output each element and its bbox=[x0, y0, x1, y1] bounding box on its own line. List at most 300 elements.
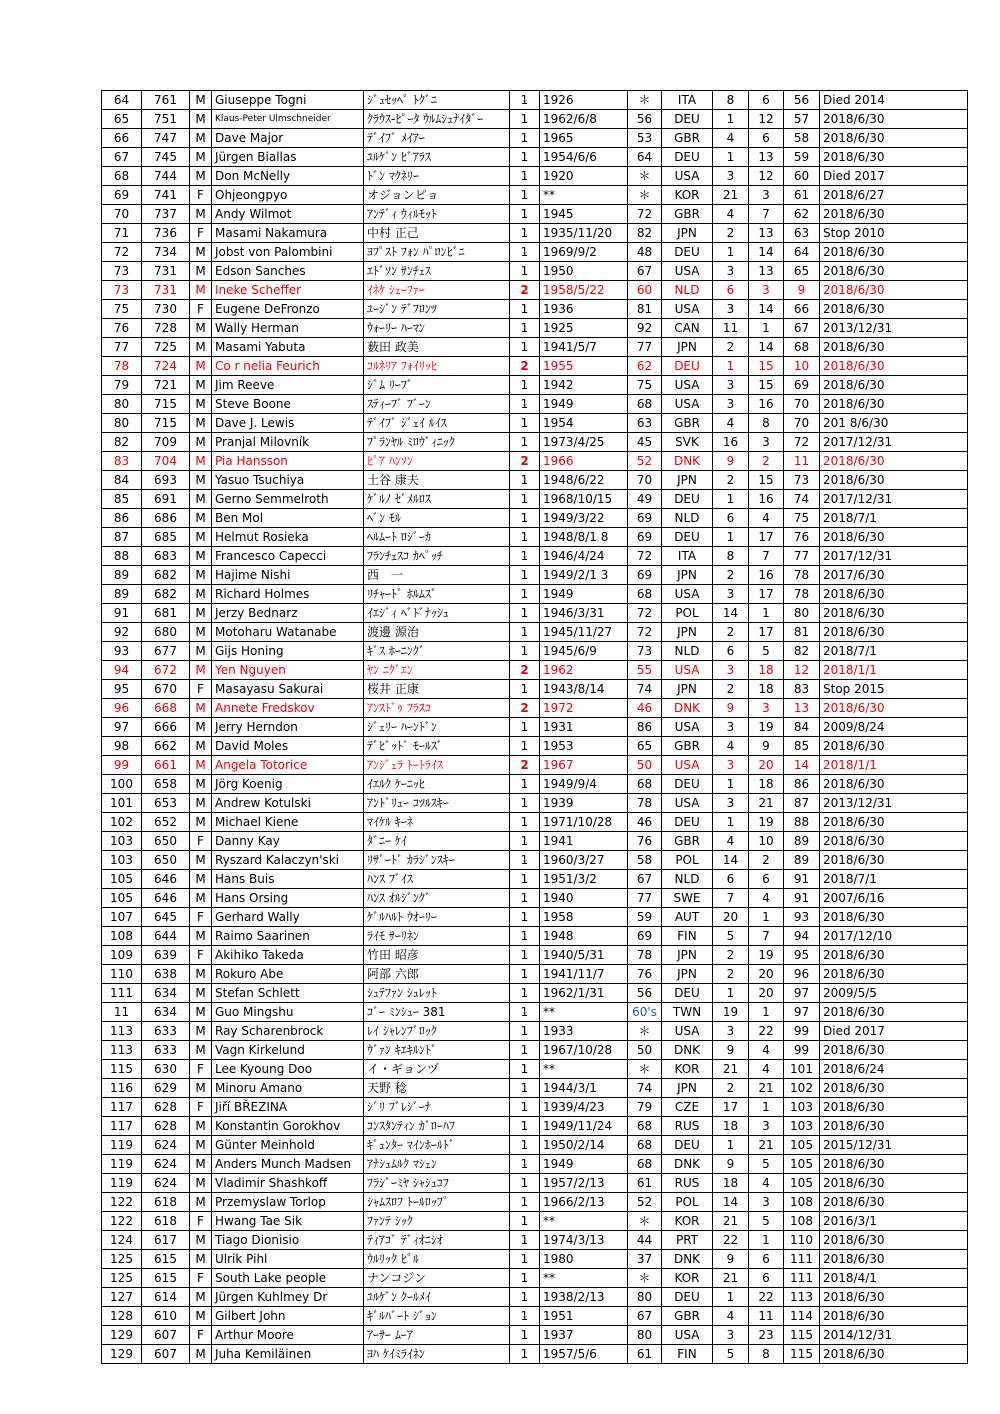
rank-cell: 105 bbox=[102, 889, 142, 908]
name-cell: Ray Scharenbrock bbox=[212, 1022, 364, 1041]
table-row bbox=[102, 1155, 968, 1174]
count-cell: 1 bbox=[510, 509, 540, 528]
country-cell: JPN bbox=[662, 965, 713, 984]
count-cell: 1 bbox=[510, 167, 540, 186]
score-cell: 628 bbox=[142, 1117, 190, 1136]
count-cell: 1 bbox=[510, 243, 540, 262]
katakana-name-cell: ﾌﾗｼﾞｰﾐﾔ ｼｬｼｭｺﾌ bbox=[364, 1174, 510, 1193]
birth-date-cell: 1945/11/27 bbox=[540, 623, 628, 642]
country-number-cell: 20 bbox=[749, 756, 784, 775]
country-code-cell: 4 bbox=[713, 832, 749, 851]
country-cell: GBR bbox=[662, 414, 713, 433]
count-cell: 1 bbox=[510, 471, 540, 490]
score-cell: 672 bbox=[142, 661, 190, 680]
katakana-name-cell: 土谷 康夫 bbox=[364, 471, 510, 490]
birth-date-cell: 1966 bbox=[540, 452, 628, 471]
country-code-cell: 14 bbox=[713, 604, 749, 623]
sex-cell: M bbox=[190, 604, 212, 623]
table-row bbox=[102, 1041, 968, 1060]
sex-cell: M bbox=[190, 148, 212, 167]
ranking-cell: 93 bbox=[784, 908, 820, 927]
table-row bbox=[102, 661, 968, 680]
sex-cell: F bbox=[190, 1060, 212, 1079]
rank-cell: 111 bbox=[102, 984, 142, 1003]
count-cell: 1 bbox=[510, 965, 540, 984]
name-cell: Anders Munch Madsen bbox=[212, 1155, 364, 1174]
rank-cell: 68 bbox=[102, 167, 142, 186]
country-number-cell: 14 bbox=[749, 300, 784, 319]
name-cell: Stefan Schlett bbox=[212, 984, 364, 1003]
ranking-cell: 77 bbox=[784, 547, 820, 566]
ranking-cell: 73 bbox=[784, 471, 820, 490]
country-cell: JPN bbox=[662, 1079, 713, 1098]
country-cell: DNK bbox=[662, 1155, 713, 1174]
katakana-name-cell: ﾘﾁｬｰﾄﾞ ﾎﾙﾑｽﾞ bbox=[364, 585, 510, 604]
ranking-cell: 65 bbox=[784, 262, 820, 281]
country-number-cell: 12 bbox=[749, 167, 784, 186]
count-cell: 2 bbox=[510, 281, 540, 300]
birth-date-cell: 1958 bbox=[540, 908, 628, 927]
katakana-name-cell: ﾃﾞﾋﾞｯﾄﾞ ﾓｰﾙｽﾞ bbox=[364, 737, 510, 756]
country-cell: JPN bbox=[662, 680, 713, 699]
country-cell: DEU bbox=[662, 357, 713, 376]
table-row bbox=[102, 243, 968, 262]
katakana-name-cell: ﾘｻﾞｰﾄﾞ ｶﾗｼﾞﾝｽｷｰ bbox=[364, 851, 510, 870]
table-row bbox=[102, 281, 968, 300]
table-row bbox=[102, 604, 968, 623]
sex-cell: M bbox=[190, 1079, 212, 1098]
age-cell: 52 bbox=[628, 452, 662, 471]
sex-cell: M bbox=[190, 642, 212, 661]
country-code-cell: 3 bbox=[713, 756, 749, 775]
rank-cell: 122 bbox=[102, 1212, 142, 1231]
country-code-cell: 2 bbox=[713, 566, 749, 585]
age-cell: ＊ bbox=[628, 1022, 662, 1041]
score-cell: 646 bbox=[142, 870, 190, 889]
status-cell: 2017/12/31 bbox=[820, 490, 968, 509]
table-row bbox=[102, 623, 968, 642]
status-cell: 2018/6/30 bbox=[820, 205, 968, 224]
country-code-cell: 3 bbox=[713, 661, 749, 680]
country-code-cell: 6 bbox=[713, 509, 749, 528]
rank-cell: 96 bbox=[102, 699, 142, 718]
status-cell: 2018/6/30 bbox=[820, 1345, 968, 1364]
country-code-cell: 1 bbox=[713, 528, 749, 547]
katakana-name-cell: ﾔﾝ ﾆｸﾞｴﾝ bbox=[364, 661, 510, 680]
status-cell: 2018/6/30 bbox=[820, 243, 968, 262]
status-cell: 2018/6/30 bbox=[820, 129, 968, 148]
table-row bbox=[102, 490, 968, 509]
name-cell: Helmut Rosieka bbox=[212, 528, 364, 547]
rank-cell: 129 bbox=[102, 1326, 142, 1345]
status-cell: 2018/6/24 bbox=[820, 1060, 968, 1079]
ranking-cell: 78 bbox=[784, 585, 820, 604]
ranking-cell: 108 bbox=[784, 1212, 820, 1231]
rank-cell: 65 bbox=[102, 110, 142, 129]
sex-cell: M bbox=[190, 395, 212, 414]
katakana-name-cell: ｼﾞｪﾘｰ ﾊｰﾝﾄﾞﾝ bbox=[364, 718, 510, 737]
age-cell: 68 bbox=[628, 1155, 662, 1174]
sex-cell: M bbox=[190, 1117, 212, 1136]
birth-date-cell: 1949 bbox=[540, 585, 628, 604]
country-number-cell: 11 bbox=[749, 1307, 784, 1326]
table-row bbox=[102, 756, 968, 775]
birth-date-cell: 1950/2/14 bbox=[540, 1136, 628, 1155]
age-cell: 78 bbox=[628, 946, 662, 965]
katakana-name-cell: ﾕﾙｹﾞﾝ ｸｰﾙﾒｲ bbox=[364, 1288, 510, 1307]
country-code-cell: 19 bbox=[713, 1003, 749, 1022]
birth-date-cell: 1957/5/6 bbox=[540, 1345, 628, 1364]
country-number-cell: 16 bbox=[749, 566, 784, 585]
name-cell: Hajime Nishi bbox=[212, 566, 364, 585]
ranking-cell: 105 bbox=[784, 1155, 820, 1174]
count-cell: 1 bbox=[510, 148, 540, 167]
status-cell: 2007/6/16 bbox=[820, 889, 968, 908]
country-code-cell: 9 bbox=[713, 1041, 749, 1060]
ranking-cell: 61 bbox=[784, 186, 820, 205]
score-cell: 638 bbox=[142, 965, 190, 984]
katakana-name-cell: ﾕﾙｹﾞﾝ ﾋﾞｱﾗｽ bbox=[364, 148, 510, 167]
sex-cell: M bbox=[190, 737, 212, 756]
sex-cell: F bbox=[190, 680, 212, 699]
count-cell: 1 bbox=[510, 1193, 540, 1212]
status-cell: 2018/6/30 bbox=[820, 775, 968, 794]
age-cell: ＊ bbox=[628, 186, 662, 205]
katakana-name-cell: ﾃﾞｲﾌﾞ ﾒｲｱｰ bbox=[364, 129, 510, 148]
country-code-cell: 1 bbox=[713, 243, 749, 262]
table-row bbox=[102, 376, 968, 395]
age-cell: 68 bbox=[628, 585, 662, 604]
table-row bbox=[102, 775, 968, 794]
score-cell: 633 bbox=[142, 1022, 190, 1041]
country-cell: SVK bbox=[662, 433, 713, 452]
katakana-name-cell: ﾋﾟｱ ﾊﾝｿﾝ bbox=[364, 452, 510, 471]
birth-date-cell: 1942 bbox=[540, 376, 628, 395]
status-cell: 2018/6/30 bbox=[820, 1155, 968, 1174]
birth-date-cell: 1920 bbox=[540, 167, 628, 186]
birth-date-cell: ** bbox=[540, 1269, 628, 1288]
score-cell: 646 bbox=[142, 889, 190, 908]
katakana-name-cell: ﾍﾞﾝ ﾓﾙ bbox=[364, 509, 510, 528]
name-cell: Hans Orsing bbox=[212, 889, 364, 908]
count-cell: 1 bbox=[510, 528, 540, 547]
sex-cell: M bbox=[190, 1193, 212, 1212]
ranking-cell: 64 bbox=[784, 243, 820, 262]
status-cell: 2018/4/1 bbox=[820, 1269, 968, 1288]
katakana-name-cell: ﾖﾊ ｹｲﾐﾗｲﾈﾝ bbox=[364, 1345, 510, 1364]
rank-cell: 122 bbox=[102, 1193, 142, 1212]
count-cell: 2 bbox=[510, 357, 540, 376]
score-cell: 666 bbox=[142, 718, 190, 737]
katakana-name-cell: ｹﾞﾙﾊﾙﾄ ｳｵｰﾘｰ bbox=[364, 908, 510, 927]
country-cell: KOR bbox=[662, 1060, 713, 1079]
sex-cell: M bbox=[190, 756, 212, 775]
count-cell: 1 bbox=[510, 604, 540, 623]
ranking-cell: 86 bbox=[784, 775, 820, 794]
status-cell: 2018/6/30 bbox=[820, 1231, 968, 1250]
count-cell: 1 bbox=[510, 585, 540, 604]
table-row bbox=[102, 509, 968, 528]
country-code-cell: 6 bbox=[713, 870, 749, 889]
table-row bbox=[102, 1060, 968, 1079]
birth-date-cell: 1962/6/8 bbox=[540, 110, 628, 129]
country-cell: GBR bbox=[662, 1307, 713, 1326]
birth-date-cell: 1941 bbox=[540, 832, 628, 851]
country-cell: DEU bbox=[662, 243, 713, 262]
status-cell: 2018/6/30 bbox=[820, 110, 968, 129]
country-cell: USA bbox=[662, 756, 713, 775]
rank-cell: 75 bbox=[102, 300, 142, 319]
katakana-name-cell: 竹田 昭彦 bbox=[364, 946, 510, 965]
country-cell: PRT bbox=[662, 1231, 713, 1250]
count-cell: 1 bbox=[510, 414, 540, 433]
birth-date-cell: 1967/10/28 bbox=[540, 1041, 628, 1060]
katakana-name-cell: オジョンピョ bbox=[364, 186, 510, 205]
country-code-cell: 1 bbox=[713, 984, 749, 1003]
katakana-name-cell: 渡邊 源治 bbox=[364, 623, 510, 642]
country-cell: DEU bbox=[662, 984, 713, 1003]
rank-cell: 64 bbox=[102, 91, 142, 110]
country-cell: RUS bbox=[662, 1117, 713, 1136]
birth-date-cell: ** bbox=[540, 1003, 628, 1022]
age-cell: 72 bbox=[628, 205, 662, 224]
table-row bbox=[102, 167, 968, 186]
status-cell: 2017/12/31 bbox=[820, 547, 968, 566]
sex-cell: F bbox=[190, 1098, 212, 1117]
katakana-name-cell: ｲﾈｹ ｼｪｰﾌｧｰ bbox=[364, 281, 510, 300]
katakana-name-cell: ナンコジン bbox=[364, 1269, 510, 1288]
count-cell: 2 bbox=[510, 699, 540, 718]
country-number-cell: 23 bbox=[749, 1326, 784, 1345]
count-cell: 1 bbox=[510, 1041, 540, 1060]
score-cell: 624 bbox=[142, 1155, 190, 1174]
status-cell: 2018/6/30 bbox=[820, 1250, 968, 1269]
birth-date-cell: 1967 bbox=[540, 756, 628, 775]
country-number-cell: 1 bbox=[749, 908, 784, 927]
age-cell: 46 bbox=[628, 699, 662, 718]
count-cell: 1 bbox=[510, 927, 540, 946]
country-number-cell: 4 bbox=[749, 1174, 784, 1193]
name-cell: Przemyslaw Torlop bbox=[212, 1193, 364, 1212]
country-number-cell: 7 bbox=[749, 205, 784, 224]
age-cell: 62 bbox=[628, 357, 662, 376]
age-cell: 69 bbox=[628, 509, 662, 528]
count-cell: 1 bbox=[510, 110, 540, 129]
name-cell: Pia Hansson bbox=[212, 452, 364, 471]
age-cell: 68 bbox=[628, 1117, 662, 1136]
table-row bbox=[102, 1212, 968, 1231]
table-row bbox=[102, 452, 968, 471]
score-cell: 670 bbox=[142, 680, 190, 699]
birth-date-cell: 1955 bbox=[540, 357, 628, 376]
country-number-cell: 3 bbox=[749, 699, 784, 718]
country-cell: DNK bbox=[662, 1041, 713, 1060]
score-cell: 724 bbox=[142, 357, 190, 376]
birth-date-cell: 1933 bbox=[540, 1022, 628, 1041]
country-number-cell: 5 bbox=[749, 642, 784, 661]
count-cell: 1 bbox=[510, 813, 540, 832]
ranking-cell: 94 bbox=[784, 927, 820, 946]
country-cell: POL bbox=[662, 604, 713, 623]
sex-cell: M bbox=[190, 319, 212, 338]
score-cell: 617 bbox=[142, 1231, 190, 1250]
name-cell: South Lake people bbox=[212, 1269, 364, 1288]
name-cell: Danny Kay bbox=[212, 832, 364, 851]
country-cell: USA bbox=[662, 167, 713, 186]
name-cell: Giuseppe Togni bbox=[212, 91, 364, 110]
status-cell: 2018/6/30 bbox=[820, 946, 968, 965]
sex-cell: M bbox=[190, 1307, 212, 1326]
katakana-name-cell: ﾊﾝｽ ﾌﾞｲｽ bbox=[364, 870, 510, 889]
table-row bbox=[102, 395, 968, 414]
table-row bbox=[102, 148, 968, 167]
katakana-name-cell: ﾃﾞｲﾌﾞ ｼﾞｪｲ ﾙｲｽ bbox=[364, 414, 510, 433]
birth-date-cell: 1939 bbox=[540, 794, 628, 813]
rank-cell: 70 bbox=[102, 205, 142, 224]
count-cell: 1 bbox=[510, 642, 540, 661]
country-cell: DEU bbox=[662, 775, 713, 794]
country-number-cell: 1 bbox=[749, 319, 784, 338]
score-cell: 618 bbox=[142, 1212, 190, 1231]
age-cell: 76 bbox=[628, 965, 662, 984]
country-code-cell: 1 bbox=[713, 357, 749, 376]
country-code-cell: 4 bbox=[713, 1307, 749, 1326]
count-cell: 1 bbox=[510, 889, 540, 908]
country-code-cell: 16 bbox=[713, 433, 749, 452]
score-cell: 662 bbox=[142, 737, 190, 756]
katakana-name-cell: ｲｴｼﾞｨ ﾍﾞﾄﾞﾅｯｼｭ bbox=[364, 604, 510, 623]
count-cell: 1 bbox=[510, 623, 540, 642]
table-row bbox=[102, 1288, 968, 1307]
name-cell: Hans Buis bbox=[212, 870, 364, 889]
country-code-cell: 14 bbox=[713, 1193, 749, 1212]
table-row bbox=[102, 528, 968, 547]
birth-date-cell: 1949 bbox=[540, 395, 628, 414]
rank-cell: 113 bbox=[102, 1041, 142, 1060]
rank-cell: 80 bbox=[102, 395, 142, 414]
table-row bbox=[102, 262, 968, 281]
name-cell: Steve Boone bbox=[212, 395, 364, 414]
rank-cell: 72 bbox=[102, 243, 142, 262]
status-cell: 2018/6/30 bbox=[820, 1193, 968, 1212]
age-cell: 81 bbox=[628, 300, 662, 319]
age-cell: 78 bbox=[628, 794, 662, 813]
rank-cell: 100 bbox=[102, 775, 142, 794]
status-cell: 2018/6/30 bbox=[820, 604, 968, 623]
country-number-cell: 13 bbox=[749, 148, 784, 167]
score-cell: 731 bbox=[142, 281, 190, 300]
ranking-cell: 95 bbox=[784, 946, 820, 965]
status-cell: 2017/12/10 bbox=[820, 927, 968, 946]
count-cell: 1 bbox=[510, 1155, 540, 1174]
rank-cell: 119 bbox=[102, 1174, 142, 1193]
rank-cell: 119 bbox=[102, 1136, 142, 1155]
status-cell: 2018/6/30 bbox=[820, 262, 968, 281]
country-number-cell: 15 bbox=[749, 471, 784, 490]
score-cell: 618 bbox=[142, 1193, 190, 1212]
status-cell: 2018/6/30 bbox=[820, 281, 968, 300]
score-cell: 730 bbox=[142, 300, 190, 319]
birth-date-cell: 1969/9/2 bbox=[540, 243, 628, 262]
ranking-cell: 89 bbox=[784, 851, 820, 870]
name-cell: Pranjal Milovník bbox=[212, 433, 364, 452]
birth-date-cell: 1946/3/31 bbox=[540, 604, 628, 623]
sex-cell: M bbox=[190, 528, 212, 547]
sex-cell: F bbox=[190, 300, 212, 319]
ranking-cell: 115 bbox=[784, 1345, 820, 1364]
country-number-cell: 4 bbox=[749, 509, 784, 528]
ranking-cell: 114 bbox=[784, 1307, 820, 1326]
age-cell: 69 bbox=[628, 927, 662, 946]
rank-cell: 85 bbox=[102, 490, 142, 509]
katakana-name-cell: ﾀﾞﾆｰ ｹｲ bbox=[364, 832, 510, 851]
status-cell: 2013/12/31 bbox=[820, 794, 968, 813]
count-cell: 1 bbox=[510, 1212, 540, 1231]
country-number-cell: 20 bbox=[749, 965, 784, 984]
katakana-name-cell: ｱﾝﾃﾞｨ ｳｨﾙﾓｯﾄ bbox=[364, 205, 510, 224]
score-cell: 633 bbox=[142, 1041, 190, 1060]
birth-date-cell: 1946/4/24 bbox=[540, 547, 628, 566]
age-cell: 72 bbox=[628, 604, 662, 623]
country-number-cell: 15 bbox=[749, 376, 784, 395]
sex-cell: M bbox=[190, 547, 212, 566]
birth-date-cell: 1948/8/1 8 bbox=[540, 528, 628, 547]
ranking-cell: 12 bbox=[784, 661, 820, 680]
country-cell: JPN bbox=[662, 471, 713, 490]
katakana-name-cell: ﾚｲ ｼｬﾚﾝﾌﾞﾛｯｸ bbox=[364, 1022, 510, 1041]
birth-date-cell: 1938/2/13 bbox=[540, 1288, 628, 1307]
age-cell: 50 bbox=[628, 756, 662, 775]
country-code-cell: 3 bbox=[713, 376, 749, 395]
country-number-cell: 7 bbox=[749, 927, 784, 946]
birth-date-cell: 1968/10/15 bbox=[540, 490, 628, 509]
score-cell: 691 bbox=[142, 490, 190, 509]
table-row bbox=[102, 471, 968, 490]
age-cell: 74 bbox=[628, 1079, 662, 1098]
sex-cell: M bbox=[190, 357, 212, 376]
country-cell: JPN bbox=[662, 623, 713, 642]
country-cell: DEU bbox=[662, 528, 713, 547]
country-cell: CZE bbox=[662, 1098, 713, 1117]
table-row bbox=[102, 357, 968, 376]
status-cell: 2018/6/30 bbox=[820, 1003, 968, 1022]
age-cell: 61 bbox=[628, 1345, 662, 1364]
rank-cell: 128 bbox=[102, 1307, 142, 1326]
status-cell: 2018/6/30 bbox=[820, 395, 968, 414]
birth-date-cell: 1951 bbox=[540, 1307, 628, 1326]
ranking-cell: 75 bbox=[784, 509, 820, 528]
rank-cell: 103 bbox=[102, 832, 142, 851]
table-row bbox=[102, 642, 968, 661]
table-row bbox=[102, 1079, 968, 1098]
rank-cell: 116 bbox=[102, 1079, 142, 1098]
name-cell: Tiago Dionisio bbox=[212, 1231, 364, 1250]
score-cell: 634 bbox=[142, 1003, 190, 1022]
score-cell: 745 bbox=[142, 148, 190, 167]
katakana-name-cell: 西 一 bbox=[364, 566, 510, 585]
katakana-name-cell: ﾌｧﾝﾃ ｼｯｸ bbox=[364, 1212, 510, 1231]
country-cell: GBR bbox=[662, 737, 713, 756]
country-code-cell: 2 bbox=[713, 338, 749, 357]
country-number-cell: 6 bbox=[749, 1269, 784, 1288]
sex-cell: F bbox=[190, 832, 212, 851]
sex-cell: M bbox=[190, 699, 212, 718]
ranking-cell: 110 bbox=[784, 1231, 820, 1250]
name-cell: Jiří BŘEZINA bbox=[212, 1098, 364, 1117]
country-code-cell: 21 bbox=[713, 1212, 749, 1231]
count-cell: 1 bbox=[510, 794, 540, 813]
rank-cell: 79 bbox=[102, 376, 142, 395]
